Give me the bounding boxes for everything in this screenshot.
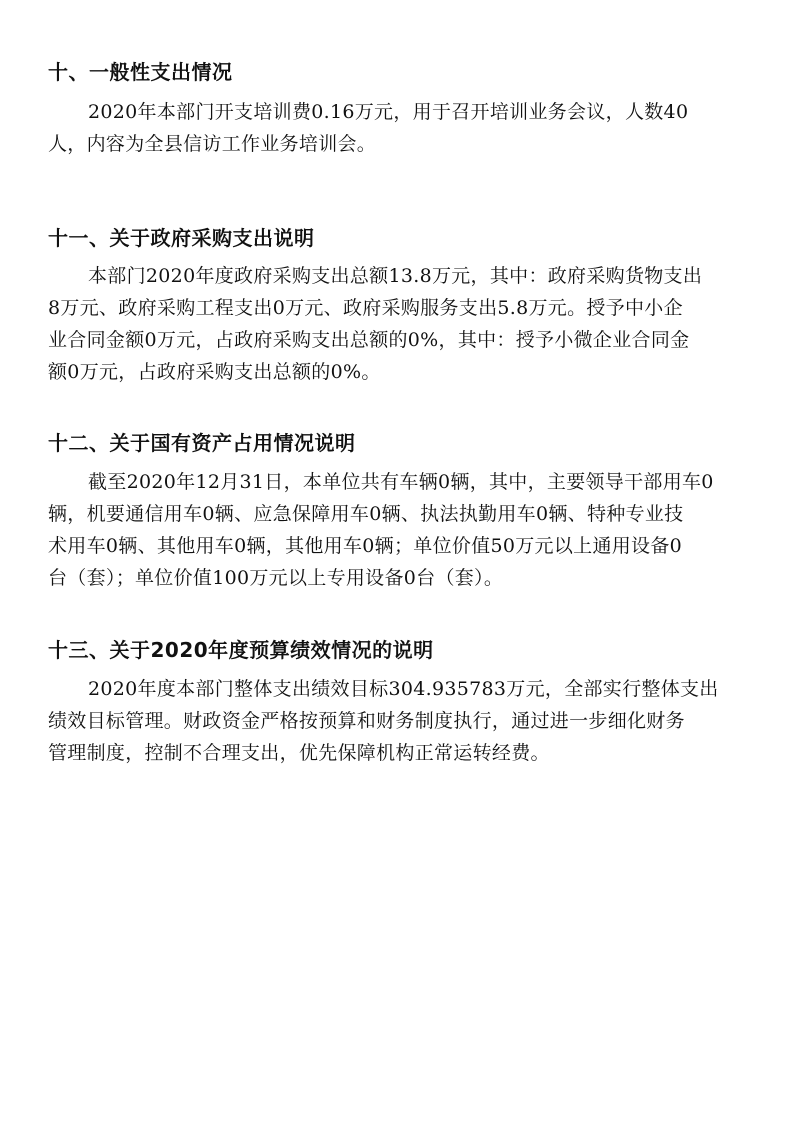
body-line: 人，内容为全县信访工作业务培训会。: [48, 133, 377, 155]
body-line: 业合同金额0万元，占政府采购支出总额的0%，其中：授予小微企业合同金: [48, 329, 690, 351]
body-line: 8万元、政府采购工程支出0万元、政府采购服务支出5.8万元。授予中小企: [48, 297, 683, 319]
body-line: 辆，机要通信用车0辆、应急保障用车0辆、执法执勤用车0辆、特种专业技: [48, 503, 684, 525]
body-line: 绩效目标管理。财政资金严格按预算和财务制度执行，通过进一步细化财务: [48, 710, 685, 732]
body-line: 2020年本部门开支培训费0.16万元，用于召开培训业务会议，人数40: [88, 101, 689, 123]
section-heading-government-procurement: 十一、关于政府采购支出说明: [48, 226, 315, 250]
body-line: 台（套）；单位价值100万元以上专用设备0台（套）。: [48, 567, 504, 589]
section-body-budget-performance: [48, 673, 748, 769]
body-line: 额0万元，占政府采购支出总额的0%。: [48, 361, 381, 383]
section-heading-general-expenditure: 十、一般性支出情况: [48, 60, 233, 84]
section-heading-state-assets: 十二、关于国有资产占用情况说明: [48, 431, 356, 455]
body-line: 截至2020年12月31日，本单位共有车辆0辆，其中，主要领导干部用车0: [88, 471, 714, 493]
body-line: 术用车0辆、其他用车0辆，其他用车0辆；单位价值50万元以上通用设备0: [48, 535, 683, 557]
section-heading-budget-performance: 十三、关于2020年度预算绩效情况的说明: [48, 638, 434, 662]
section-body-government-procurement: [48, 260, 748, 388]
body-line: 本部门2020年度政府采购支出总额13.8万元，其中：政府采购货物支出: [88, 265, 703, 287]
section-body-state-assets: [48, 466, 748, 594]
section-body-general-expenditure: [48, 96, 748, 160]
body-line: 2020年度本部门整体支出绩效目标304.935783万元，全部实行整体支出: [88, 678, 719, 700]
body-line: 管理制度，控制不合理支出，优先保障机构正常运转经费。: [48, 742, 550, 764]
